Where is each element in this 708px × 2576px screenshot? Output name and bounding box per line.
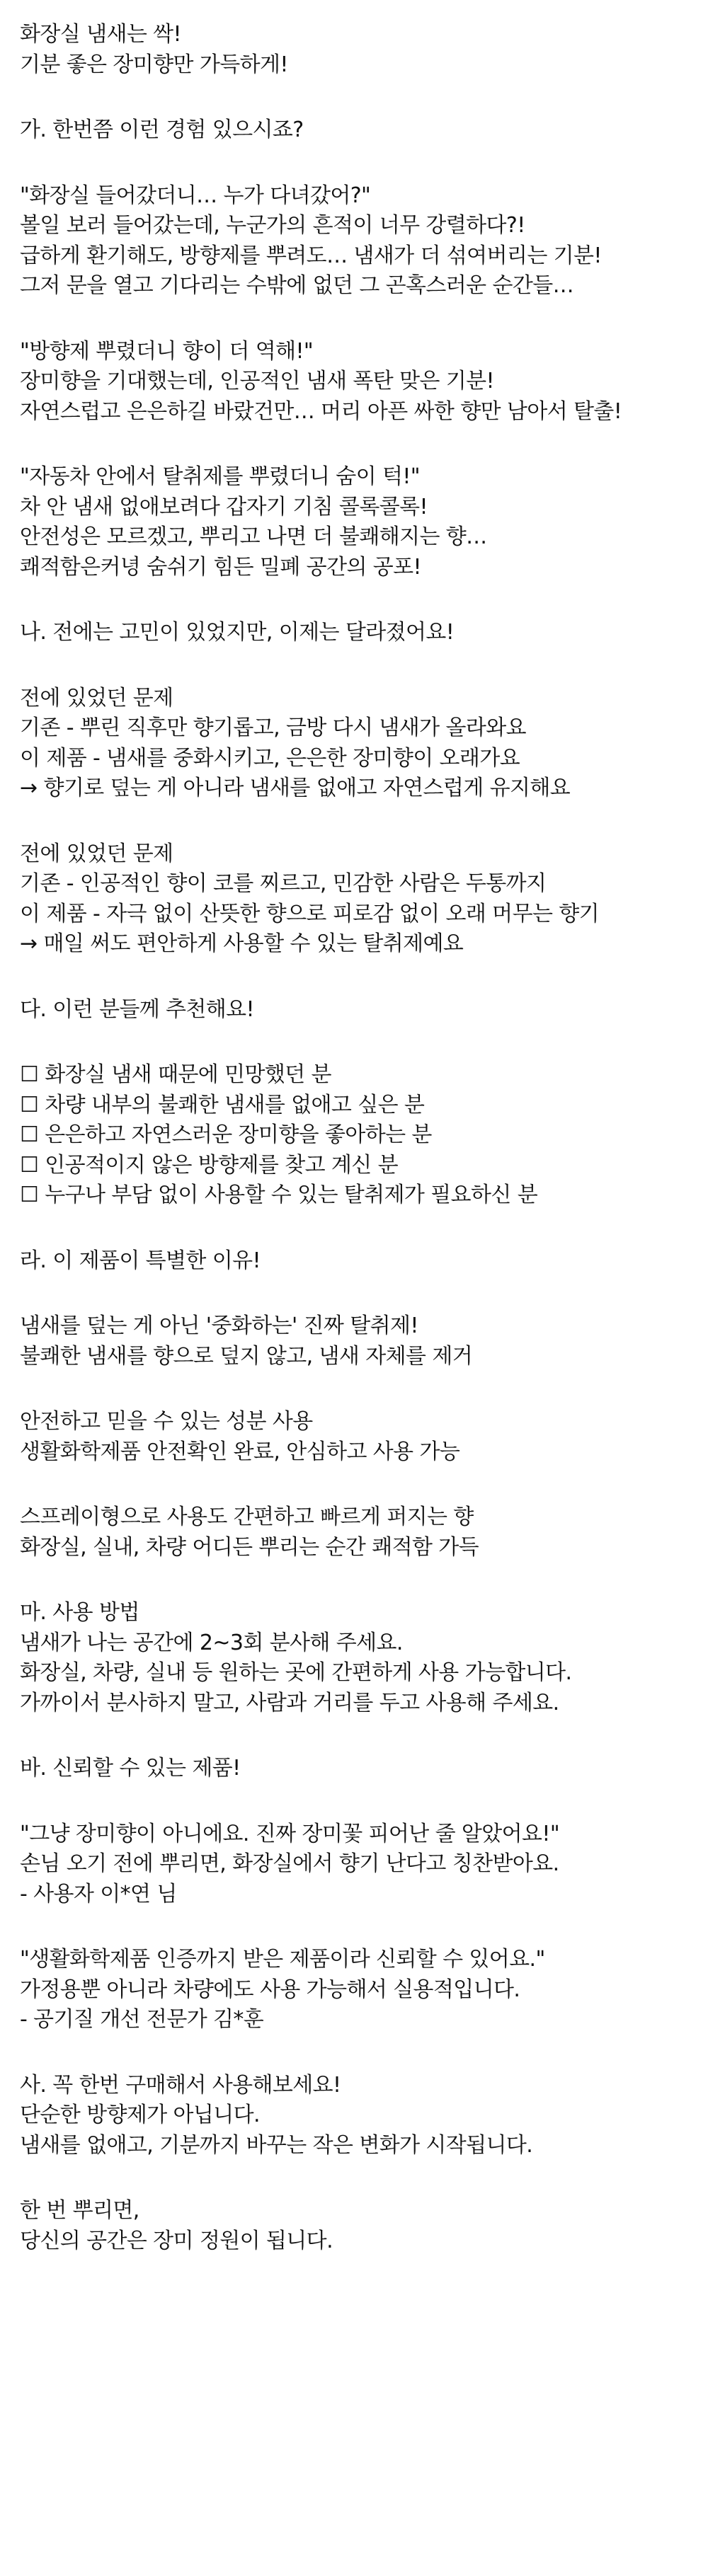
text-section bbox=[20, 618, 708, 648]
text-line: 화장실 냄새는 싹! bbox=[20, 22, 181, 47]
text-line: "자동차 안에서 탈취제를 뿌렸더니 숨이 턱!" bbox=[20, 464, 420, 489]
text-line: "그냥 장미향이 아니에요. 진짜 장미꽃 피어난 줄 알았어요!" bbox=[20, 1821, 560, 1846]
text-line: 그저 문을 열고 기다리는 수밖에 없던 그 곤혹스러운 순간들… bbox=[20, 273, 574, 298]
text-line: 단순한 방향제가 아닙니다. bbox=[20, 2103, 260, 2127]
text-line: 한 번 뿌리면, bbox=[20, 2198, 139, 2223]
text-line: 다. 이런 분들께 추천해요! bbox=[20, 996, 254, 1022]
text-line: 냄새를 덮는 게 아닌 '중화하는' 진짜 탈취제! bbox=[20, 1313, 418, 1338]
text-section bbox=[20, 462, 708, 582]
text-line: 스프레이형으로 사용도 간편하고 빠르게 퍼지는 향 bbox=[20, 1505, 474, 1529]
text-section bbox=[20, 839, 708, 960]
text-line: "화장실 들어갔더니… 누가 다녀갔어?" bbox=[20, 183, 371, 208]
text-line: → 매일 써도 편안하게 사용할 수 있는 탈취제예요 bbox=[20, 931, 464, 956]
text-section bbox=[20, 684, 708, 804]
text-line: 화장실, 실내, 차량 어디든 뿌리는 순간 쾌적함 가득 bbox=[20, 1534, 479, 1560]
text-line: 가. 한번쯤 이런 경험 있으시죠? bbox=[20, 117, 304, 142]
text-section bbox=[20, 115, 708, 146]
text-section bbox=[20, 1754, 708, 1784]
text-section bbox=[20, 1819, 708, 1910]
text-line: 전에 있었던 문제 bbox=[20, 685, 173, 711]
text-line: 자연스럽고 은은하길 바랐건만… 머리 아픈 싸한 향만 남아서 탈출! bbox=[20, 398, 622, 424]
text-line: 가까이서 분사하지 말고, 사람과 거리를 두고 사용해 주세요. bbox=[20, 1690, 559, 1715]
text-line: - 공기질 개선 전문가 김*훈 bbox=[20, 2007, 264, 2032]
text-line: 기분 좋은 장미향만 가득하게! bbox=[20, 52, 288, 77]
text-section bbox=[20, 2196, 708, 2256]
text-line: 냄새를 없애고, 기분까지 바꾸는 작은 변화가 시작됩니다. bbox=[20, 2132, 533, 2158]
text-line: 쾌적함은커녕 숨쉬기 힘든 밀폐 공간의 공포! bbox=[20, 554, 421, 580]
text-line: 손님 오기 전에 뿌리면, 화장실에서 향기 난다고 칭찬받아요. bbox=[20, 1851, 559, 1876]
text-line: 안전하고 믿을 수 있는 성분 사용 bbox=[20, 1409, 313, 1434]
text-section bbox=[20, 1060, 708, 1211]
text-section bbox=[20, 1246, 708, 1277]
text-line: 냄새가 나는 공간에 2~3회 분사해 주세요. bbox=[20, 1630, 403, 1655]
text-line: 안전성은 모르겠고, 뿌리고 나면 더 불쾌해지는 향… bbox=[20, 524, 487, 549]
text-section bbox=[20, 1502, 708, 1563]
text-line: 전에 있었던 문제 bbox=[20, 841, 173, 866]
text-line: 화장실, 차량, 실내 등 원하는 곳에 간편하게 사용 가능합니다. bbox=[20, 1660, 572, 1685]
text-section bbox=[20, 20, 708, 80]
text-line: 라. 이 제품이 특별한 이유! bbox=[20, 1248, 261, 1273]
text-line: 차 안 냄새 없애보려다 갑자기 기침 콜록콜록! bbox=[20, 494, 428, 519]
text-section bbox=[20, 1407, 708, 1467]
text-line: ☐ 은은하고 자연스러운 장미향을 좋아하는 분 bbox=[20, 1122, 432, 1147]
text-line: 당신의 공간은 장미 정원이 됩니다. bbox=[20, 2228, 333, 2253]
text-line: ☐ 인공적이지 않은 방향제를 찾고 계신 분 bbox=[20, 1152, 398, 1178]
text-line: 장미향을 기대했는데, 인공적인 냄새 폭탄 맞은 기분! bbox=[20, 369, 494, 393]
text-line: 마. 사용 방법 bbox=[20, 1600, 139, 1625]
text-line: ☐ 차량 내부의 불쾌한 냄새를 없애고 싶은 분 bbox=[20, 1092, 425, 1117]
text-line: 볼일 보러 들어갔는데, 누군가의 흔적이 너무 강렬하다?! bbox=[20, 213, 525, 238]
text-section bbox=[20, 1945, 708, 2035]
text-section bbox=[20, 1598, 708, 1718]
text-line: 바. 신뢰할 수 있는 제품! bbox=[20, 1756, 241, 1781]
text-line: 생활화학제품 안전확인 완료, 안심하고 사용 가능 bbox=[20, 1439, 460, 1464]
text-line: - 사용자 이*연 님 bbox=[20, 1881, 177, 1907]
text-section bbox=[20, 2071, 708, 2161]
text-line: "방향제 뿌렸더니 향이 더 역해!" bbox=[20, 338, 314, 364]
text-line: 기존 - 뿌린 직후만 향기롭고, 금방 다시 냄새가 올라와요 bbox=[20, 715, 527, 740]
text-section bbox=[20, 181, 708, 301]
text-line: 가정용뿐 아니라 차량에도 사용 가능해서 실용적입니다. bbox=[20, 1977, 520, 2002]
text-line: 나. 전에는 고민이 있었지만, 이제는 달라졌어요! bbox=[20, 620, 455, 645]
text-section bbox=[20, 1311, 708, 1372]
text-line: 불쾌한 냄새를 향으로 덮지 않고, 냄새 자체를 제거 bbox=[20, 1343, 473, 1369]
text-section bbox=[20, 995, 708, 1025]
text-line: ☐ 누구나 부담 없이 사용할 수 있는 탈취제가 필요하신 분 bbox=[20, 1183, 538, 1207]
text-line: 기존 - 인공적인 향이 코를 찌르고, 민감한 사람은 두통까지 bbox=[20, 871, 547, 896]
text-line: 사. 꼭 한번 구매해서 사용해보세요! bbox=[20, 2072, 341, 2098]
text-line: ☐ 화장실 냄새 때문에 민망했던 분 bbox=[20, 1062, 331, 1087]
text-line: 급하게 환기해도, 방향제를 뿌려도… 냄새가 더 섞여버리는 기분! bbox=[20, 243, 602, 268]
text-line: → 향기로 덮는 게 아니라 냄새를 없애고 자연스럽게 유지해요 bbox=[20, 776, 571, 800]
text-section bbox=[20, 337, 708, 427]
text-line: 이 제품 - 냄새를 중화시키고, 은은한 장미향이 오래가요 bbox=[20, 745, 520, 771]
text-line: 이 제품 - 자극 없이 산뜻한 향으로 피로감 없이 오래 머무는 향기 bbox=[20, 901, 600, 926]
text-line: "생활화학제품 인증까지 받은 제품이라 신뢰할 수 있어요." bbox=[20, 1947, 545, 1972]
